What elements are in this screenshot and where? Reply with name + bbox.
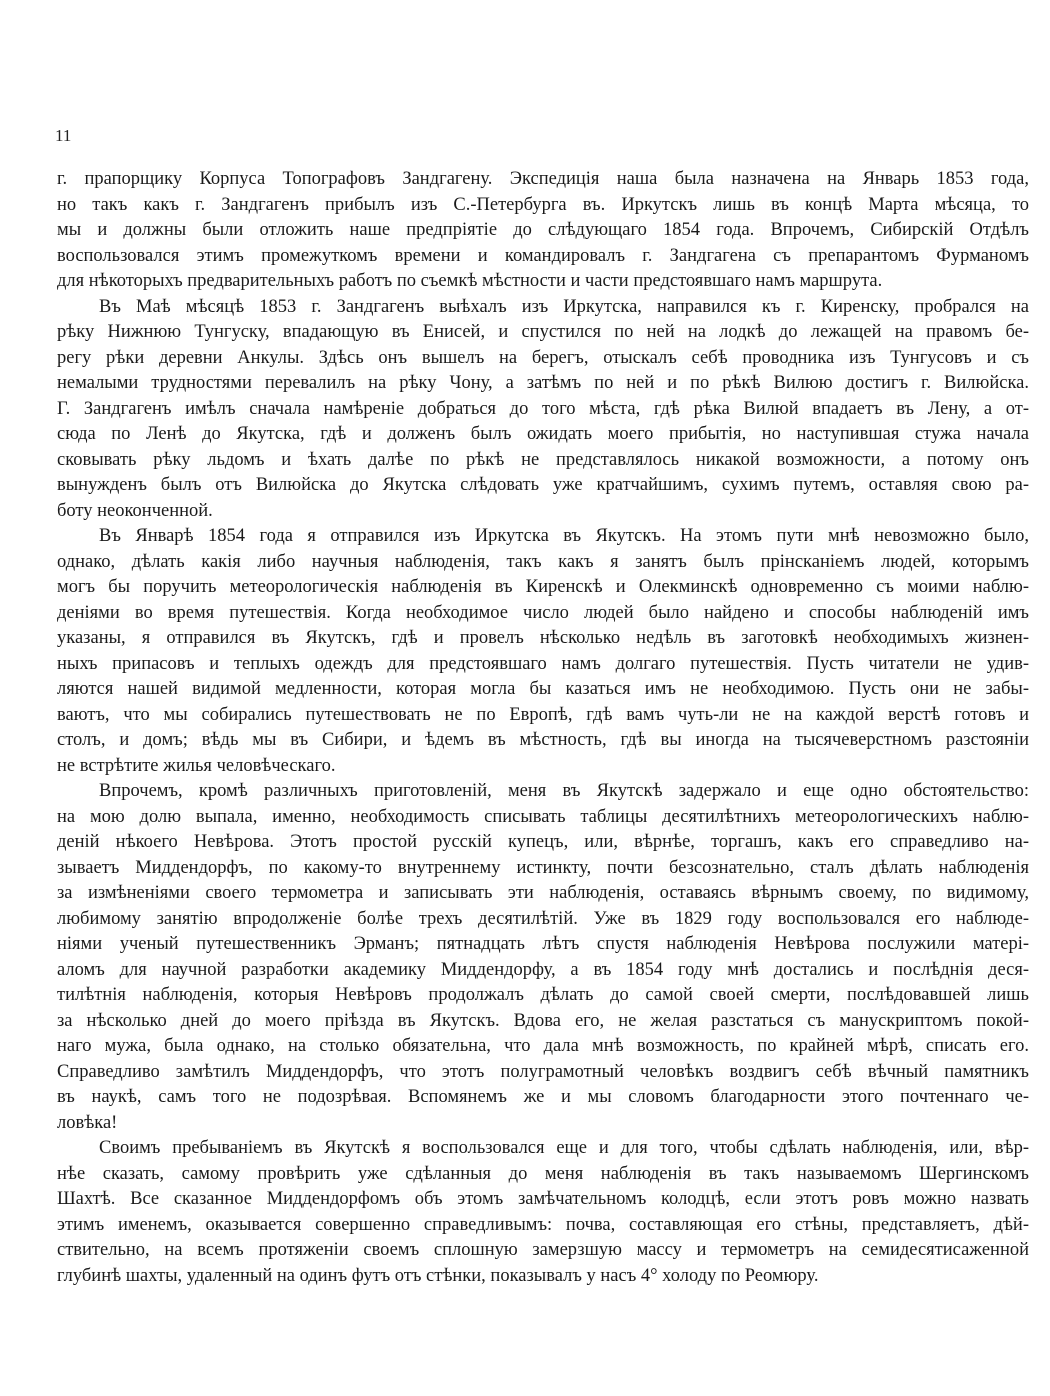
text-line: Г. Зандгагенъ имѣлъ сначала намѣреніе добраться до того мѣста, гдѣ рѣка Вилюй впадаетъ въ Лену, а от-: [57, 398, 1029, 419]
text-line: ніями ученый путешественникъ Эрманъ; пятнадцать лѣтъ спустя наблюденія Невѣрова послужили матері-: [57, 934, 1029, 954]
text-line: Въ Январѣ 1854 года я отправился изъ Иркутска въ Якутскъ. На этомъ пути мнѣ невозможно было,: [99, 526, 1029, 546]
text-line: Справедливо замѣтилъ Миддендорфъ, что этотъ полуграмотный человѣкъ воздвигъ себѣ вѣчный памятникъ: [57, 1061, 1029, 1082]
text-line: наго мужа, была однако, на столько обязательна, что дала мнѣ возможность, по крайней мѣрѣ, списать его.: [57, 1036, 1029, 1056]
page-number: 11: [55, 126, 72, 145]
text-line: ляются нашей видимой медленности, которая могла бы казаться имъ не необходимою. Пусть они не забы-: [57, 679, 1029, 699]
text-line: деніями во время путешествія. Когда необходимое число людей было найдено и способы наблюденій имъ: [57, 602, 1029, 623]
text-line: боту неоконченной.: [57, 500, 213, 521]
paragraph: [57, 1136, 1029, 1289]
text-line: сковывать рѣку льдомъ и ѣхать далѣе по рѣкѣ не представлялось никакой возможности, а потому онъ: [57, 449, 1029, 470]
text-line: ствительно, на всемъ протяженіи своемъ сплошную замерзшую массу и термометръ на семидесятисаженной: [57, 1240, 1029, 1260]
text-line: однако, дѣлать какія либо научныя наблюденія, такъ какъ я занятъ былъ прінсканіемъ людей, которымъ: [57, 551, 1029, 572]
text-line: немалыми трудностями перевалилъ на рѣку Чону, а затѣмъ по ней и по рѣкѣ Вилюю достигъ г. Вилюйска.: [57, 373, 1029, 393]
text-line: въ наукѣ, самъ того не подозрѣвая. Вспомянемъ же и мы словомъ благодарности этого почтеннаго че-: [57, 1087, 1029, 1107]
text-line: этимъ именемъ, оказывается совершенно справедливымъ: почва, составляющая его стѣны, представляетъ, дѣй-: [57, 1214, 1029, 1235]
text-line: аломъ для научной разработки академику Миддендорфу, а въ 1854 году мнѣ достались и послѣднія деся-: [57, 959, 1029, 980]
text-line: зываетъ Миддендорфъ, по какому-то внутреннему истинкту, почти безсознательно, сталъ дѣлать наблюденія: [57, 857, 1029, 878]
text-line: ваютъ, что мы собирались путешествовать не по Европѣ, гдѣ вамъ чуть-ли не на каждой верстѣ готовъ и: [57, 704, 1029, 725]
text-line: регу рѣки деревни Анкулы. Здѣсь онъ вышелъ на берегъ, отыскалъ себѣ проводника изъ Тунгусовъ и съ: [57, 347, 1029, 368]
text-line: не встрѣтите жилья человѣческаго.: [57, 755, 336, 776]
text-line: Въ Маѣ мѣсяцѣ 1853 г. Зандгагенъ выѣхалъ изъ Иркутска, направился къ г. Киренску, пробрался на: [99, 296, 1029, 317]
paragraph: [57, 295, 1029, 525]
text-line: Шахтѣ. Все сказанное Миддендорфомъ объ этомъ замѣчательномъ колодцѣ, если этотъ ровъ можно назвать: [57, 1189, 1029, 1209]
text-line: г. прапорщику Корпуса Топографовъ Зандгагену. Экспедиція наша была назначена на Январь 1853 года,: [57, 169, 1029, 189]
text-line: указаны, я отправился въ Якутскъ, гдѣ и провелъ нѣсколько недѣль въ заготовкѣ необходимыхъ жизнен-: [57, 628, 1029, 648]
text-line: деній нѣкоего Невѣрова. Этотъ простой русскій купецъ, или, вѣрнѣе, торгашъ, какъ его справедливо на-: [57, 832, 1029, 852]
text-line: нѣе сказать, самому провѣрить уже сдѣланныя до меня наблюденія въ такъ называемомъ Шергинскомъ: [57, 1163, 1029, 1184]
text-line: Своимъ пребываніемъ въ Якутскѣ я воспользовался еще и для того, чтобы сдѣлать наблюденія, или, вѣр-: [99, 1138, 1029, 1158]
text-line: рѣку Нижнюю Тунгуску, впадающую въ Енисей, и спустился по ней на лодкѣ до лежащей на правомъ бе-: [57, 322, 1029, 342]
text-line: сюда по Ленѣ до Якутска, гдѣ и долженъ былъ ожидать моего прибытія, но наступившая стужа начала: [57, 424, 1029, 444]
text-line: за измѣненіями своего термометра и записывать эти наблюденія, оставаясь вѣрнымъ своему, по видимому,: [57, 883, 1029, 903]
text-line: для нѣкоторыхъ предварительныхъ работъ по съемкѣ мѣстности и части предстоявшаго намъ маршрута.: [57, 271, 883, 291]
text-line: за нѣсколько дней до моего пріѣзда въ Якутскъ. Вдова его, не желая разстаться съ манускриптомъ покой-: [57, 1010, 1029, 1031]
body-text: [57, 167, 1029, 1289]
text-line: могъ бы поручить метеорологическія наблюденія въ Киренскѣ и Олекминскѣ одновременно съ моими наблю-: [57, 577, 1029, 597]
paragraph: [57, 779, 1029, 1136]
text-line: любимому занятію впродолженіе болѣе трехъ десятилѣтій. Уже въ 1829 году воспользовался его наблюде-: [57, 908, 1029, 929]
text-line: мы и должны были отложить наше предпріятіе до слѣдующаго 1854 года. Впрочемъ, Сибирскій Отдѣлъ: [57, 220, 1029, 240]
paragraph: [57, 167, 1029, 295]
paragraph: [57, 524, 1029, 779]
text-line: Впрочемъ, кромѣ различныхъ приготовленій, меня въ Якутскѣ задержало и еще одно обстоятельство:: [99, 781, 1029, 801]
text-line: но такъ какъ г. Зандгагенъ прибылъ изъ С.-Петербурга въ. Иркутскъ лишь въ концѣ Марта мѣсяца, то: [57, 194, 1029, 215]
text-line: ныхъ припасовъ и теплыхъ одеждъ для предстоявшаго намъ долгаго путешествія. Пусть читатели не удив-: [57, 653, 1029, 674]
text-line: глубинѣ шахты, удаленный на одинъ футъ отъ стѣнки, показывалъ у насъ 4° холоду по Реомюру.: [57, 1265, 819, 1286]
text-line: тилѣтнія наблюденія, которыя Невѣровъ продолжалъ дѣлать до самой своей смерти, послѣдовавшей лишь: [57, 985, 1029, 1005]
text-line: столъ, и домъ; вѣдь мы въ Сибири, и ѣдемъ въ мѣстность, гдѣ вы иногда на тысячеверстномъ разстояніи: [57, 730, 1029, 750]
text-line: ловѣка!: [57, 1112, 118, 1133]
text-line: воспользовался этимъ промежуткомъ времени и командировалъ г. Зандгагена съ препарантомъ Фурманомъ: [57, 245, 1029, 266]
text-line: на мою долю выпала, именно, необходимость списывать таблицы десятилѣтнихъ метеорологическихъ наблю-: [57, 806, 1029, 827]
text-line: вынужденъ былъ отъ Вилюйска до Якутска слѣдовать уже кратчайшимъ, сухимъ путемъ, оставляя свою ра-: [57, 475, 1029, 495]
